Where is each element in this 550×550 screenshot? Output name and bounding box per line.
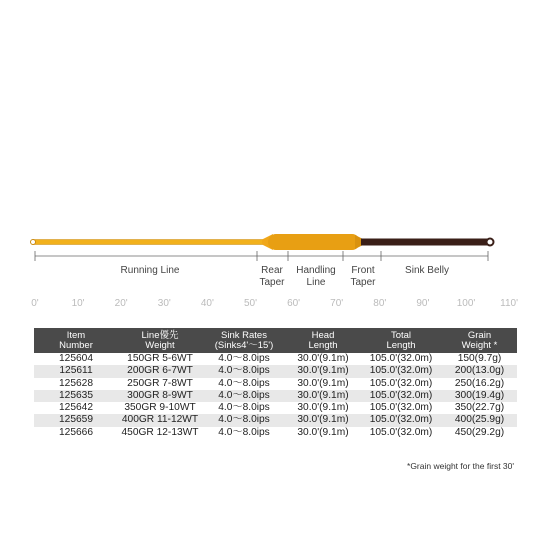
table-cell: 4.0～8.0ips (202, 414, 286, 426)
table-cell: 105.0'(32.0m) (360, 365, 442, 377)
table-row (34, 378, 517, 390)
spec-table (34, 328, 517, 439)
sink-belly-segment (361, 239, 489, 246)
table-row (34, 353, 517, 365)
table-cell: 30.0'(9.1m) (297, 353, 349, 364)
line-start-loop (31, 240, 36, 245)
handling-line-segment (268, 234, 360, 250)
table-cell: 150GR 5-6WT (127, 353, 193, 364)
table-cell: 300GR 8-9WT (118, 390, 202, 402)
table-cell: 30.0'(9.1m) (297, 402, 349, 414)
scale-tick-label: 70' (330, 298, 344, 309)
scale-tick-label: 110' (500, 298, 519, 309)
table-cell: 30.0'(9.1m) (286, 365, 360, 377)
table-cell: 125642 (59, 402, 93, 414)
table-cell: 350(22.7g) (454, 402, 505, 414)
table-cell: 200GR 6-7WT (118, 365, 202, 377)
table-cell: 125604 (59, 353, 93, 364)
table-cell: 4.0～8.0ips (218, 426, 270, 438)
table-cell: 200(13.0g) (442, 365, 517, 377)
fly-line (31, 234, 494, 250)
table-cell: 105.0'(32.0m) (369, 377, 433, 389)
table-cell: 105.0'(32.0m) (360, 414, 442, 426)
table-row (34, 365, 517, 377)
scale-tick-label: 100' (456, 298, 476, 309)
scale-tick-label: 10' (71, 298, 85, 309)
table-cell: 150(9.7g) (457, 353, 502, 364)
table-row (34, 427, 517, 439)
table-cell: 125666 (59, 426, 93, 438)
scale-tick-label: 30' (157, 298, 171, 309)
scale-tick-label: 40' (200, 298, 214, 309)
table-row (34, 402, 517, 414)
section-label-front-taper: Front Taper (350, 265, 376, 288)
table-cell: 450(29.2g) (454, 426, 505, 438)
table-cell: 125659 (34, 414, 118, 426)
table-cell: 4.0～8.0ips (202, 365, 286, 377)
table-cell: 4.0～8.0ips (218, 353, 270, 364)
column-header: Head Length (286, 328, 360, 353)
grain-weight-footnote: *Grain weight for the first 30' (407, 461, 514, 471)
column-header: Total Length (360, 328, 442, 353)
front-taper-segment (355, 235, 362, 249)
section-label-running-line: Running Line (120, 265, 180, 276)
scale-tick-label: 90' (416, 298, 430, 309)
scale-tick-label: 50' (243, 298, 258, 309)
table-cell: 4.0～8.0ips (202, 390, 286, 402)
section-label-handling-line: Handling Line (296, 265, 336, 288)
table-cell: 125628 (59, 377, 93, 389)
column-header: Item Number (34, 328, 118, 353)
table-cell: 125635 (34, 390, 118, 402)
table-cell: 4.0～8.0ips (218, 377, 270, 389)
scale-tick-label: 60' (287, 298, 301, 309)
distance-scale (31, 298, 518, 309)
table-cell: 30.0'(9.1m) (297, 377, 349, 389)
table-row (34, 390, 517, 402)
line-end-loop (487, 239, 494, 246)
table-cell: 250GR 7-8WT (127, 377, 193, 389)
section-label-rear-taper: Rear Taper (259, 265, 285, 288)
table-cell: 30.0'(9.1m) (286, 414, 360, 426)
table-cell: 300(19.4g) (442, 390, 517, 402)
table-cell: 105.0'(32.0m) (369, 426, 433, 438)
table-cell: 105.0'(32.0m) (360, 390, 442, 402)
table-cell: 450GR 12-13WT (121, 426, 199, 438)
section-label-sink-belly: Sink Belly (405, 265, 449, 276)
scale-tick-label: 0' (31, 298, 39, 309)
table-cell: 125611 (34, 365, 118, 377)
column-header: Line優先 Weight (118, 328, 202, 353)
table-cell: 30.0'(9.1m) (286, 390, 360, 402)
table-cell: 4.0～8.0ips (218, 402, 270, 414)
table-cell: 250(16.2g) (454, 377, 505, 389)
table-body (34, 353, 517, 439)
table-header-row (34, 328, 517, 353)
table-cell: 30.0'(9.1m) (297, 426, 349, 438)
column-header: Sink Rates (Sinks4'～15') (202, 328, 286, 353)
scale-tick-label: 20' (114, 298, 128, 309)
running-line-segment (31, 240, 271, 245)
table-cell: 105.0'(32.0m) (369, 353, 433, 364)
table-cell: 400GR 11-12WT (118, 414, 202, 426)
table-row (34, 414, 517, 426)
table-cell: 350GR 9-10WT (124, 402, 196, 414)
table-cell: 400(25.9g) (442, 414, 517, 426)
table-cell: 105.0'(32.0m) (369, 402, 433, 414)
column-header: Grain Weight * (442, 328, 517, 353)
section-brackets (35, 251, 488, 261)
scale-tick-label: 80' (373, 298, 387, 309)
